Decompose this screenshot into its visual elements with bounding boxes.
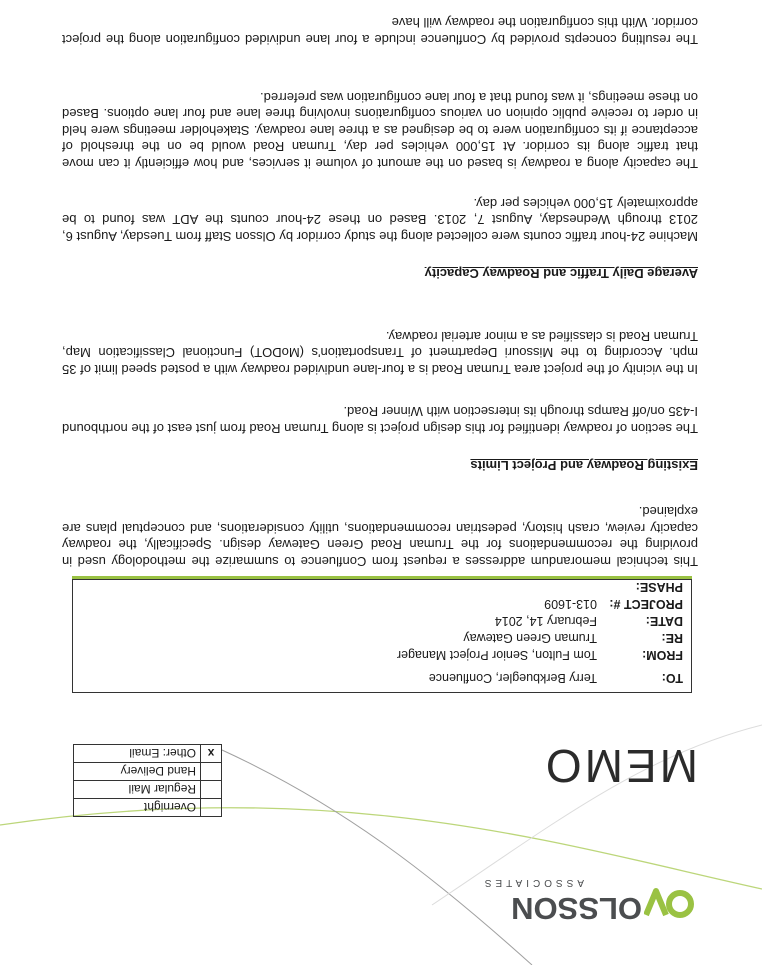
delivery-checkbox xyxy=(201,781,222,799)
memo-header-box xyxy=(72,579,692,693)
delivery-row xyxy=(74,799,222,817)
section-heading-existing-roadway: Existing Roadway and Project Limits xyxy=(470,458,698,473)
logo-wordmark: OLSSON xyxy=(511,891,642,926)
memo-title: MEMO xyxy=(542,740,698,792)
project-number-value: 013-1609 xyxy=(544,597,597,611)
gray-swoosh-curve xyxy=(222,750,532,965)
delivery-label: Overnight xyxy=(74,799,201,817)
re-value: Truman Green Gateway xyxy=(463,631,597,645)
paragraph-project-limits: The section of roadway identified for this design project is along Truman Road from just east of the northbound I-435 on/off Ramps through its intersection with Winner Road. xyxy=(62,404,698,436)
olsson-logo xyxy=(480,869,694,929)
intro-paragraph: This technical memorandum addresses a request from Confluence to summarize the methodology used in providing the recommendations for the Truman Road Green Gateway design. Specifically, the roadway capacity review, crash history, pedestrian recommendations, utility considerations, and conceptual plans are explained. xyxy=(62,504,698,569)
paragraph-existing-roadway: In the vicinity of the project area Truman Road is a four-lane undivided roadway with a posted speed limit of 35 mph. According to the Missouri Department of Transportation's (MoDOT) Functional Classification Map, Truman Road is classified as a minor arterial roadway. xyxy=(62,328,698,377)
delivery-checkbox xyxy=(201,763,222,781)
delivery-label: Regular Mail xyxy=(74,781,201,799)
delivery-row xyxy=(74,745,222,763)
section-heading-adt-capacity: Average Daily Traffic and Roadway Capacity xyxy=(424,266,698,281)
from-label: FROM: xyxy=(642,648,683,662)
olsson-logo-mark-icon xyxy=(644,887,694,921)
paragraph-traffic-counts: Machine 24-hour traffic counts were collected along the study corridor by Olsson Staff from Tuesday, August 6, 2013 through Wednesday, August 7, 2013. Based on these 24-hour counts the ADT was found to be approximately 15,000 vehicles per day. xyxy=(62,195,698,244)
paragraph-roadway-capacity: The capacity along a roadway is based on the amount of volume it services, and how efficiently it can move that traffic along its corridor. At 15,000 vehicles per day, Truman Road would be on the threshold of acceptance if its configuration were to be designed as a three lane roadway. Stakeholder meetings were held in order to receive public opinion on various configurations involving three lane and four lane options. Based on these meetings, it was found that a four lane configuration was preferred. xyxy=(62,89,698,171)
date-value: February 14, 2014 xyxy=(494,614,597,628)
delivery-checkbox xyxy=(201,799,222,817)
logo-subtitle: ASSOCIATES xyxy=(480,877,584,888)
delivery-label: Hand Delivery xyxy=(74,763,201,781)
delivery-method-table xyxy=(73,744,222,817)
to-value: Terry Berkbuegler, Confluence xyxy=(428,671,597,685)
delivery-checkbox: x xyxy=(201,745,222,763)
green-divider-rule xyxy=(72,576,692,579)
delivery-row xyxy=(74,781,222,799)
date-label: DATE: xyxy=(645,614,683,628)
to-label: TO: xyxy=(661,671,683,685)
from-value: Tom Fulton, Senior Project Manager xyxy=(396,648,597,662)
phase-label: PHASE: xyxy=(635,580,683,594)
paragraph-resulting-concepts: The resulting concepts provided by Confluence include a four lane undivided configuration along the project corridor. With this configuration the roadway will have xyxy=(62,15,698,47)
project-number-label: PROJECT #: xyxy=(609,597,683,611)
re-label: RE: xyxy=(661,631,683,645)
delivery-row xyxy=(74,763,222,781)
delivery-label: Other: Email xyxy=(74,745,201,763)
